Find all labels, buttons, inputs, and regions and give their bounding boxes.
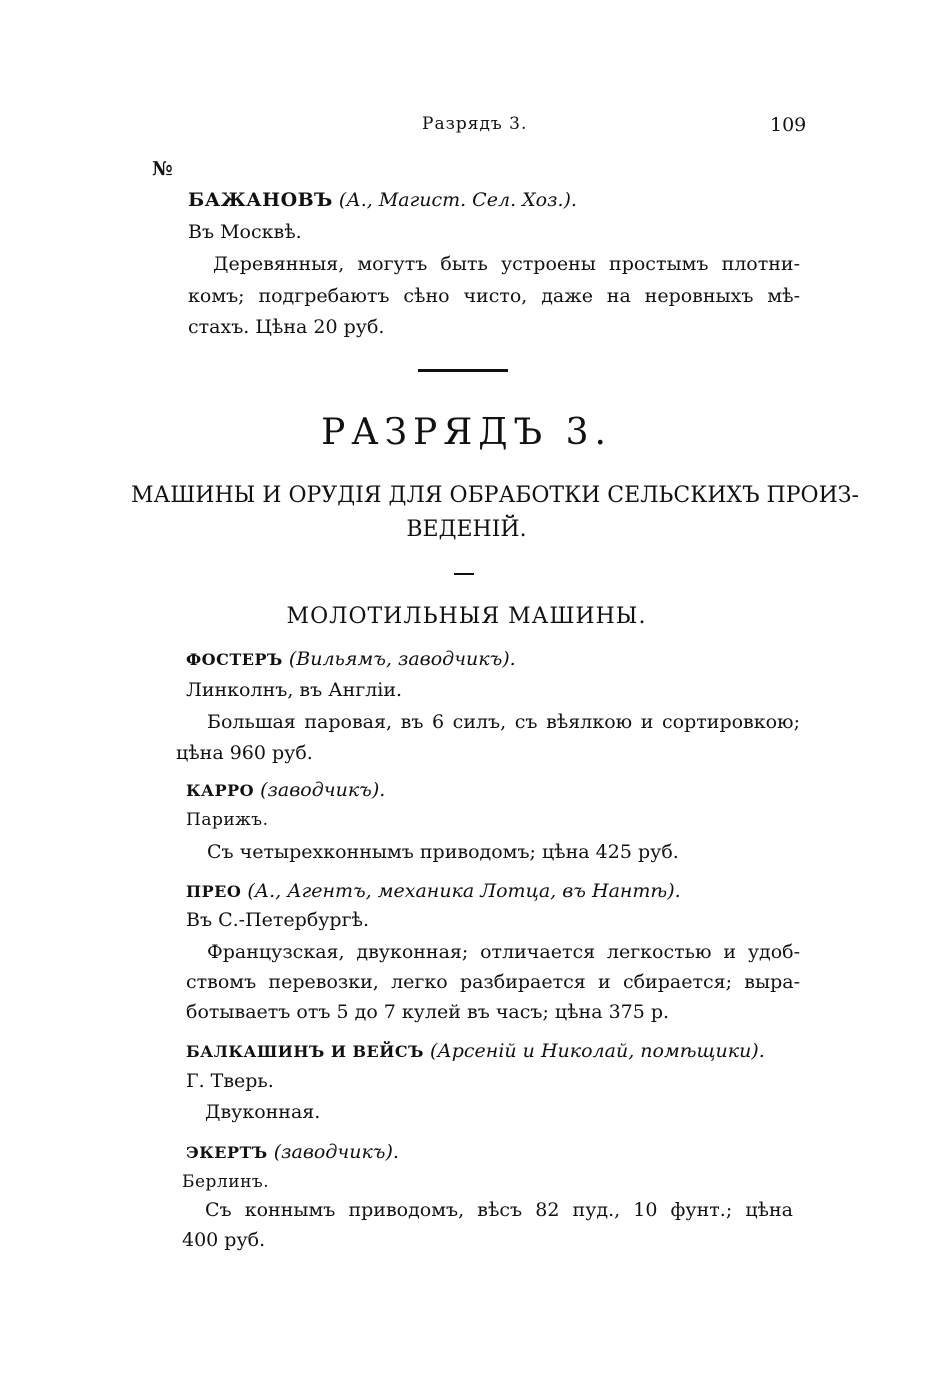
prev-entry-name: БАЖАНОВЪ [188,189,333,211]
prev-entry-desc-line: Деревянныя, могутъ быть устроены простымъ плотни- [213,253,800,275]
entry-place: Берлинъ. [182,1172,270,1192]
entry-place: Въ С.-Петербургѣ. [186,909,370,931]
entry-detail: (заводчикъ). [260,779,386,801]
section-divider [418,369,508,372]
entry-desc-line: Двуконная. [205,1101,321,1123]
entry-name: ЭКЕРТЪ [186,1143,268,1162]
entry-desc-line: Съ четырехконнымъ приводомъ; цѣна 425 руб. [207,841,679,863]
section-subtitle-cont: ВЕДЕНІЙ. [406,517,527,542]
numero-sign: № [152,158,173,180]
entry-desc-line: ствомъ перевозки, легко разбирается и сбирается; выра- [186,971,800,993]
small-divider [454,573,474,575]
prev-entry-desc-line: стахъ. Цѣна 20 руб. [188,316,385,338]
group-title: МОЛОТИЛЬНЫЯ МАШИНЫ. [286,604,647,629]
entry-detail: (А., Агентъ, механика Лотца, въ Нантѣ). [247,880,681,902]
entry-name: ПРЕО [186,882,242,901]
entry-detail: (Вильямъ, заводчикъ). [288,648,516,670]
entry-desc-line: ботываетъ отъ 5 до 7 кулей въ часъ; цѣна 375 р. [186,1001,670,1023]
entry-desc-line: цѣна 960 руб. [176,742,313,764]
section-title: РАЗРЯДЪ 3. [321,412,612,453]
running-head: Разрядъ 3. [422,114,528,134]
prev-entry-detail: (А., Магист. Сел. Хоз.). [338,189,577,211]
entry-desc-line: 400 руб. [182,1229,266,1251]
entry-desc-line: Большая паровая, въ 6 силъ, съ вѣялкою и сортировкою; [207,711,800,733]
entry-heading [186,879,681,904]
prev-entry-desc-line: комъ; подгребаютъ сѣно чисто, даже на неровныхъ мѣ- [188,285,800,307]
page-number: 109 [770,114,807,136]
entry-place: Линколнъ, въ Англіи. [186,679,403,701]
prev-entry-heading [188,188,577,212]
prev-entry-place: Въ Москвѣ. [188,221,302,243]
entry-desc-line: Съ коннымъ приводомъ, вѣсъ 82 пуд., 10 фунт.; цѣна [205,1199,793,1221]
entry-place: Г. Тверь. [186,1070,274,1092]
entry-name: ФОСТЕРЪ [186,650,283,669]
entry-detail: (заводчикъ). [273,1141,399,1163]
entry-desc-line: Французская, двуконная; отличается легкостью и удоб- [207,941,800,963]
section-subtitle: МАШИНЫ И ОРУДІЯ ДЛЯ ОБРАБОТКИ СЕЛЬСКИХЪ ПРОИЗ- [131,483,859,508]
entry-name: БАЛКАШИНЪ И ВЕЙСЪ [186,1042,424,1061]
entry-name: КАРРО [186,781,255,800]
entry-heading [186,1140,399,1165]
entry-place: Парижъ. [186,810,269,830]
entry-heading [186,778,385,803]
entry-heading [186,1039,765,1064]
entry-heading [186,647,516,672]
entry-detail: (Арсеній и Николай, помѣщики). [429,1040,765,1062]
